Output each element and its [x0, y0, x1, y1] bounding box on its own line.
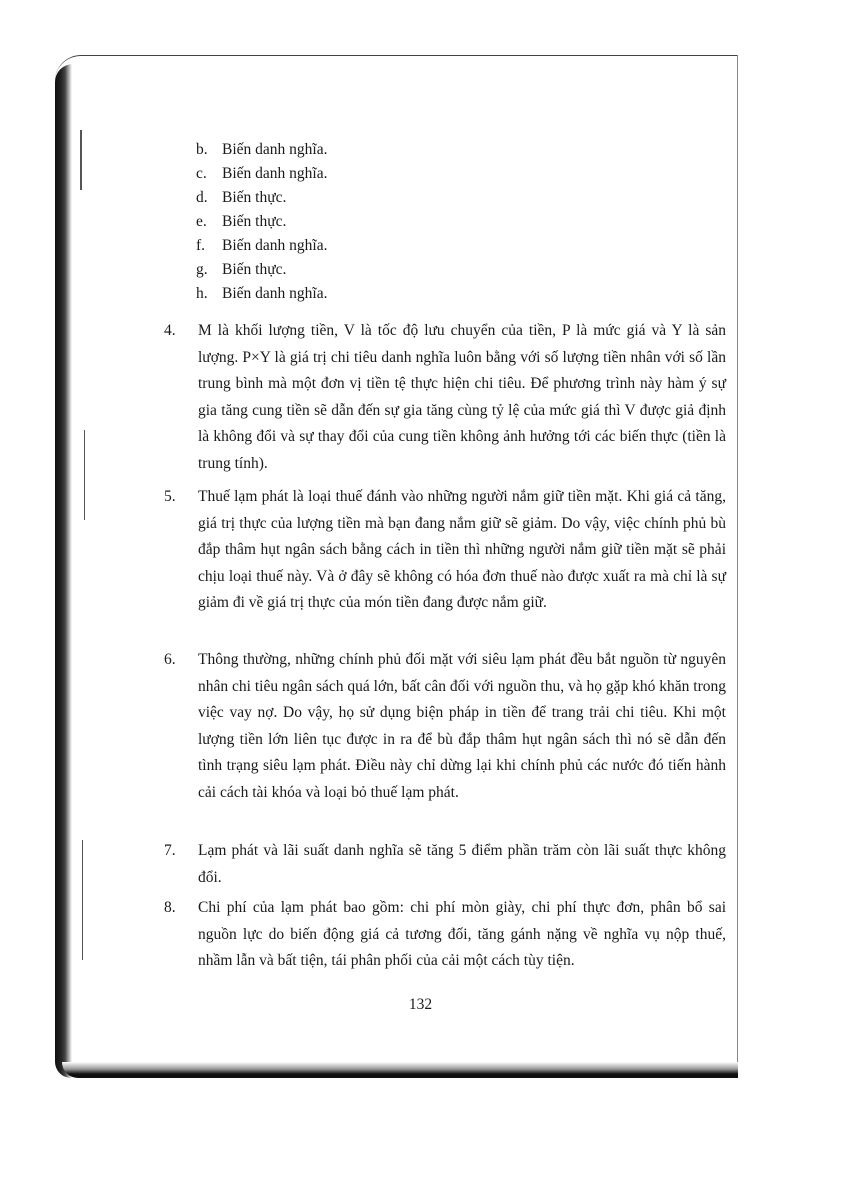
- answer-item-8: [164, 895, 726, 975]
- answer-item-5: [164, 484, 726, 617]
- item-number: 6.: [164, 651, 176, 668]
- sub-item-text: Biến thực.: [222, 213, 287, 230]
- sub-item-letter: b.: [196, 141, 208, 158]
- sub-item-text: Biến danh nghĩa.: [222, 165, 328, 182]
- sub-item-text: Biến thực.: [222, 261, 287, 278]
- sub-item-letter: h.: [196, 285, 208, 302]
- sub-item-text: Biến thực.: [222, 189, 287, 206]
- sub-item-c: [196, 164, 327, 184]
- sub-item-text: Biến danh nghĩa.: [222, 141, 328, 158]
- answer-item-6: [164, 647, 726, 806]
- item-text: Thông thường, những chính phủ đối mặt với siêu lạm phát đều bắt nguồn từ nguyên nhân chi tiêu ngân sách quá lớn, bất cân đối với nguồn thu, và họ gặp khó khăn trong việc vay nợ. Do vậy, họ sử dụng biện pháp in tiền để trang trải chi tiêu. Khi một lượng tiền lớn liên tục được in ra để bù đắp thâm hụt ngân sách thì nó sẽ dẫn đến tình trạng siêu lạm phát. Điều này chỉ dừng lại khi chính phủ các nước đó tiến hành cải cách tài khóa và loại bỏ thuế lạm phát.: [198, 651, 726, 801]
- sub-item-letter: f.: [196, 237, 206, 254]
- sub-item-letter: e.: [196, 213, 207, 230]
- answer-item-4: [164, 318, 726, 477]
- item-text: Thuế lạm phát là loại thuế đánh vào những người nắm giữ tiền mặt. Khi giá cả tăng, giá trị thực của lượng tiền mà bạn đang nắm giữ sẽ giảm. Do vậy, việc chính phủ bù đắp thâm hụt ngân sách bằng cách in tiền thì những người nắm giữ tiền mặt sẽ phải chịu loại thuế này. Và ở đây sẽ không có hóa đơn thuế nào được xuất ra mà chỉ là sự giảm đi về giá trị thực của món tiền đang được nắm giữ.: [198, 488, 726, 611]
- answer-item-7: [164, 838, 726, 891]
- sub-item-letter: d.: [196, 189, 208, 206]
- item-number: 7.: [164, 842, 176, 859]
- sub-item-letter: g.: [196, 261, 208, 278]
- item-text: Lạm phát và lãi suất danh nghĩa sẽ tăng 5 điểm phần trăm còn lãi suất thực không đổi.: [198, 842, 726, 886]
- sub-item-text: Biến danh nghĩa.: [222, 237, 328, 254]
- sub-item-letter: c.: [196, 165, 207, 182]
- sub-item-f: [196, 236, 327, 256]
- item-number: 8.: [164, 899, 176, 916]
- sub-item-text: Biến danh nghĩa.: [222, 285, 328, 302]
- item-text: M là khối lượng tiền, V là tốc độ lưu chuyển của tiền, P là mức giá và Y là sản lượng. P×Y là giá trị chi tiêu danh nghĩa luôn bằng với số lượng tiền nhân với số lần trung bình mà một đơn vị tiền tệ thực hiện chi tiêu. Để phương trình này hàm ý sự gia tăng cung tiền sẽ dẫn đến sự gia tăng cùng tỷ lệ của mức giá thì V được giả định là không đổi và sự thay đổi của cung tiền không ảnh hưởng tới các biến thực (tiền là trung tính).: [198, 322, 726, 472]
- sub-item-h: [196, 284, 327, 304]
- sub-item-d: [196, 188, 286, 208]
- item-number: 5.: [164, 488, 176, 505]
- sub-item-b: [196, 140, 327, 160]
- page-number: 132: [408, 996, 433, 1013]
- sub-item-e: [196, 212, 286, 232]
- item-number: 4.: [164, 322, 176, 339]
- sub-item-g: [196, 260, 286, 280]
- item-text: Chi phí của lạm phát bao gồm: chi phí mòn giày, chi phí thực đơn, phân bổ sai nguồn lực do biến động giá cả tương đối, tăng gánh nặng về nghĩa vụ nộp thuế, nhầm lẫn và bất tiện, tái phân phối của cải một cách tùy tiện.: [198, 899, 726, 969]
